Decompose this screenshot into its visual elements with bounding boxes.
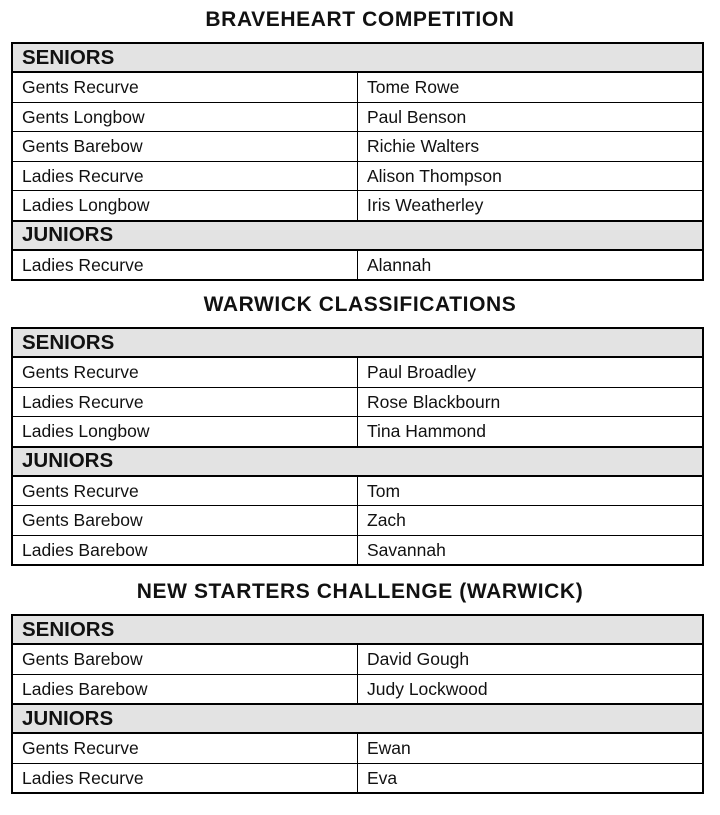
category-cell: Gents Recurve	[12, 733, 358, 763]
group-header-row	[12, 447, 703, 476]
category-cell: Gents Barebow	[12, 506, 358, 536]
table-row	[12, 72, 703, 102]
group-label-seniors: SENIORS	[12, 615, 703, 644]
category-cell: Gents Barebow	[12, 644, 358, 674]
table-row	[12, 733, 703, 763]
category-cell: Ladies Recurve	[12, 161, 358, 191]
group-header-row	[12, 43, 703, 72]
table-row	[12, 387, 703, 417]
category-cell: Gents Longbow	[12, 102, 358, 132]
category-cell: Ladies Recurve	[12, 763, 358, 793]
group-label-seniors: SENIORS	[12, 328, 703, 357]
winner-cell: Tom	[358, 476, 704, 506]
category-cell: Ladies Recurve	[12, 250, 358, 281]
section-title-new-starters: NEW STARTERS CHALLENGE (WARWICK)	[136, 580, 584, 603]
category-cell: Ladies Longbow	[12, 417, 358, 447]
winner-cell: Paul Benson	[358, 102, 704, 132]
winner-cell: Ewan	[358, 733, 704, 763]
table-row	[12, 506, 703, 536]
category-cell: Ladies Longbow	[12, 191, 358, 221]
winner-cell: David Gough	[358, 644, 704, 674]
category-cell: Gents Recurve	[12, 357, 358, 387]
winner-cell: Paul Broadley	[358, 357, 704, 387]
winner-cell: Savannah	[358, 535, 704, 565]
winner-cell: Tome Rowe	[358, 72, 704, 102]
results-table-warwick-classifications	[11, 327, 704, 566]
group-label-seniors: SENIORS	[12, 43, 703, 72]
winner-cell: Judy Lockwood	[358, 674, 704, 704]
table-row	[12, 644, 703, 674]
winner-cell: Rose Blackbourn	[358, 387, 704, 417]
table-row	[12, 763, 703, 793]
category-cell: Ladies Barebow	[12, 535, 358, 565]
winner-cell: Alannah	[358, 250, 704, 281]
group-label-juniors: JUNIORS	[12, 704, 703, 733]
winner-cell: Richie Walters	[358, 132, 704, 162]
section-title-braveheart: BRAVEHEART COMPETITION	[205, 8, 515, 31]
table-row	[12, 250, 703, 281]
table-row	[12, 476, 703, 506]
winner-cell: Zach	[358, 506, 704, 536]
results-table-braveheart	[11, 42, 704, 281]
table-row	[12, 161, 703, 191]
winner-cell: Iris Weatherley	[358, 191, 704, 221]
section-title-warwick-classifications: WARWICK CLASSIFICATIONS	[203, 293, 517, 316]
group-header-row	[12, 221, 703, 250]
table-row	[12, 132, 703, 162]
group-label-juniors: JUNIORS	[12, 221, 703, 250]
table-row	[12, 357, 703, 387]
group-header-row	[12, 615, 703, 644]
category-cell: Gents Recurve	[12, 72, 358, 102]
table-row	[12, 535, 703, 565]
table-row	[12, 102, 703, 132]
category-cell: Ladies Recurve	[12, 387, 358, 417]
winner-cell: Alison Thompson	[358, 161, 704, 191]
results-table-new-starters	[11, 614, 704, 794]
table-row	[12, 417, 703, 447]
category-cell: Gents Recurve	[12, 476, 358, 506]
winner-cell: Eva	[358, 763, 704, 793]
group-header-row	[12, 328, 703, 357]
table-row	[12, 674, 703, 704]
group-label-juniors: JUNIORS	[12, 447, 703, 476]
category-cell: Ladies Barebow	[12, 674, 358, 704]
winner-cell: Tina Hammond	[358, 417, 704, 447]
category-cell: Gents Barebow	[12, 132, 358, 162]
table-row	[12, 191, 703, 221]
group-header-row	[12, 704, 703, 733]
